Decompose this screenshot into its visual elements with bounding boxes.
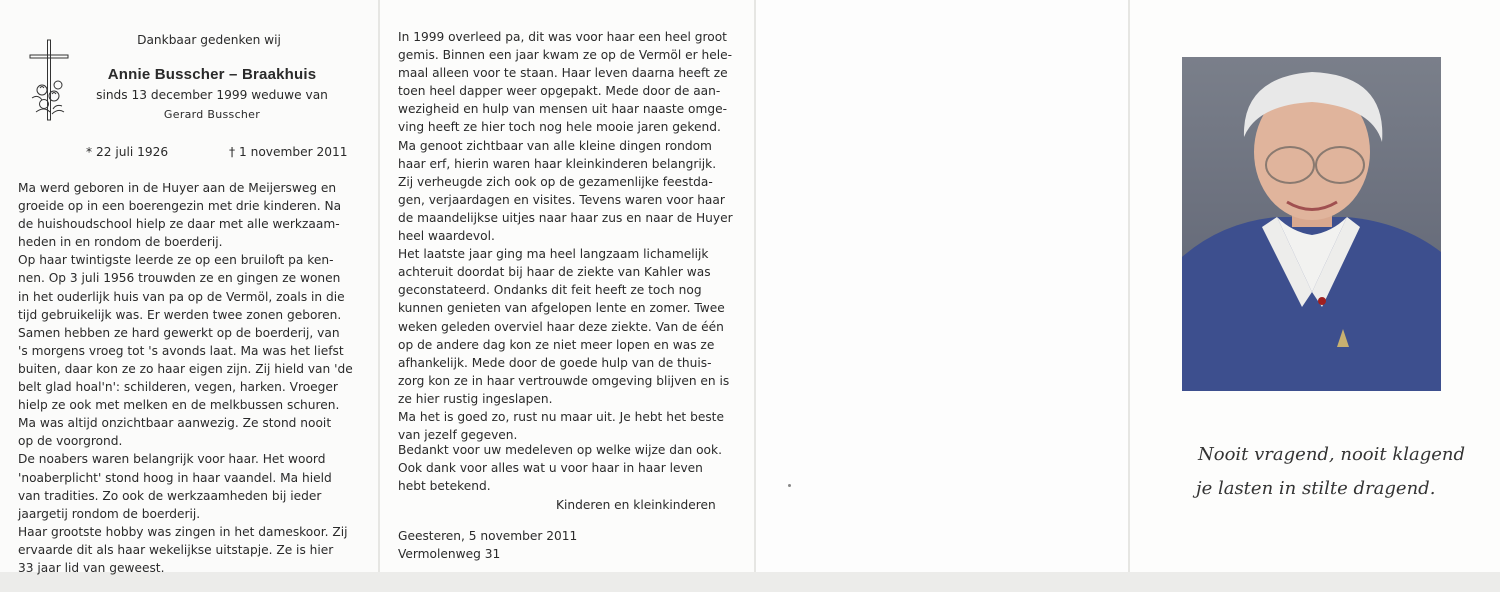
text-line: in het ouderlijk huis van pa op de Vermöl, zoals in die: [18, 289, 345, 304]
text-line: Ma was altijd onzichtbaar aanwezig. Ze stond nooit: [18, 416, 332, 431]
poem-line-2: je lasten in stilte dragend.: [1196, 478, 1436, 499]
text-line: op de andere dag kon ze niet meer lopen en was ze: [398, 337, 715, 352]
deceased-name: Annie Busscher – Braakhuis: [107, 66, 317, 83]
poem-line-1: Nooit vragend, nooit klagend: [1198, 444, 1466, 465]
text-line: haar erf, hierin waren haar kleinkinderen belangrijk.: [398, 156, 717, 171]
text-line: Ma genoot zichtbaar van alle kleine dingen rondom: [398, 138, 712, 153]
speck: [788, 484, 791, 487]
biography-column-1: [18, 179, 356, 577]
text-line: In 1999 overleed pa, dit was voor haar een heel groot: [398, 30, 727, 44]
text-line: van tradities. Zo ook de werkzaamheden bij ieder: [18, 488, 322, 503]
text-line: De noabers waren belangrijk voor haar. Het woord: [18, 452, 326, 467]
text-line: ze hier rustig ingeslapen.: [398, 391, 553, 406]
cross-flower-icon: [22, 38, 78, 124]
text-line: ving heeft ze hier toch nog hele mooie jaren gekend.: [398, 120, 721, 135]
text-line: Ook dank voor alles wat u voor haar in haar leven: [398, 461, 703, 476]
fold-line: [378, 0, 380, 572]
text-line: zorg kon ze in haar vertrouwde omgeving blijven en is: [398, 373, 730, 388]
text-line: buiten, daar kon ze zo haar eigen zijn. Zij hield van 'de: [18, 361, 353, 376]
text-line: groeide op in een boerengezin met drie kinderen. Na: [18, 199, 342, 214]
text-line: afhankelijk. Mede door de goede hulp van de thuis-: [398, 355, 712, 370]
text-line: Haar grootste hobby was zingen in het dameskoor. Zij: [18, 524, 348, 539]
text-line: Samen hebben ze hard gewerkt op de boerderij, van: [18, 325, 340, 340]
text-line: Zij verheugde zich ook op de gezamenlijke feestda-: [398, 174, 713, 189]
text-line: wezigheid en hulp van mensen uit haar naaste omge-: [398, 102, 727, 117]
text-line: heden in en rondom de boerderij.: [18, 235, 223, 250]
text-line: kunnen genieten van afgelopen lente en zomer. Twee: [398, 301, 725, 316]
text-line: heel waardevol.: [398, 229, 495, 244]
text-line: Ma werd geboren in de Huyer aan de Meijersweg en: [18, 181, 337, 195]
signature: Kinderen en kleinkinderen: [556, 498, 716, 512]
text-line: de maandelijkse uitjes naar haar zus en naar de Huyer: [398, 210, 733, 225]
death-date: † 1 november 2011: [229, 145, 348, 159]
text-line: gemis. Binnen een jaar kwam ze op de Vermöl er hele-: [398, 48, 733, 63]
text-line: Op haar twintigste leerde ze op een bruiloft pa ken-: [18, 253, 334, 268]
text-line: hielp ze ook met melken en de melkbussen schuren.: [18, 398, 340, 413]
husband-name: Gerard Busscher: [163, 108, 261, 121]
text-line: hebt betekend.: [398, 479, 491, 494]
text-line: 33 jaar lid van geweest.: [18, 560, 165, 575]
text-line: van jezelf gegeven.: [398, 428, 518, 443]
card-panel-blank: [756, 0, 1128, 572]
text-line: jaargetij rondom de boerderij.: [18, 506, 201, 521]
text-line: weken geleden overviel haar deze ziekte. Van de één: [398, 319, 724, 334]
text-line: achteruit doordat bij haar de ziekte van Kahler was: [398, 265, 711, 280]
address: Vermolenweg 31: [398, 547, 501, 561]
text-line: maal alleen voor te staan. Haar leven daarna heeft ze: [398, 66, 728, 81]
thanks-text: [398, 441, 734, 495]
birth-date: * 22 juli 1926: [86, 145, 169, 159]
text-line: op de voorgrond.: [18, 434, 123, 449]
fold-line: [1128, 0, 1130, 572]
text-line: de huishoudschool hielp ze daar met alle werkzaam-: [18, 217, 340, 232]
text-line: 's morgens vroeg tot 's avonds laat. Ma was het liefst: [18, 343, 344, 358]
text-line: 'noaberplicht' stond hoog in haar vaandel. Ma hield: [18, 470, 332, 485]
fold-line: [754, 0, 756, 572]
text-line: belt glad hoal'n': schilderen, vegen, harken. Vroeger: [18, 380, 338, 395]
text-line: Bedankt voor uw medeleven op welke wijze dan ook.: [398, 443, 722, 457]
place-date: Geesteren, 5 november 2011: [398, 529, 578, 543]
text-line: nen. Op 3 juli 1956 trouwden ze en gingen ze wonen: [18, 271, 341, 286]
intro-text: Dankbaar gedenken wij: [137, 33, 281, 47]
text-line: ervaarde dit als haar wekelijkse uitstapje. Ze is hier: [18, 542, 334, 557]
text-line: Het laatste jaar ging ma heel langzaam lichamelijk: [398, 247, 709, 262]
biography-column-2: [398, 28, 734, 444]
text-line: geconstateerd. Ondanks dit feit heeft ze toch nog: [398, 283, 702, 298]
text-line: Ma het is goed zo, rust nu maar uit. Je hebt het beste: [398, 409, 724, 424]
portrait-photo: [1182, 57, 1441, 391]
text-line: tijd gebruikelijk was. Er werden twee zonen geboren.: [18, 307, 342, 322]
text-line: toen heel dapper weer opgepakt. Mede door de aan-: [398, 84, 721, 99]
widow-line: sinds 13 december 1999 weduwe van: [96, 88, 328, 102]
text-line: gen, verjaardagen en visites. Tevens waren voor haar: [398, 192, 725, 207]
